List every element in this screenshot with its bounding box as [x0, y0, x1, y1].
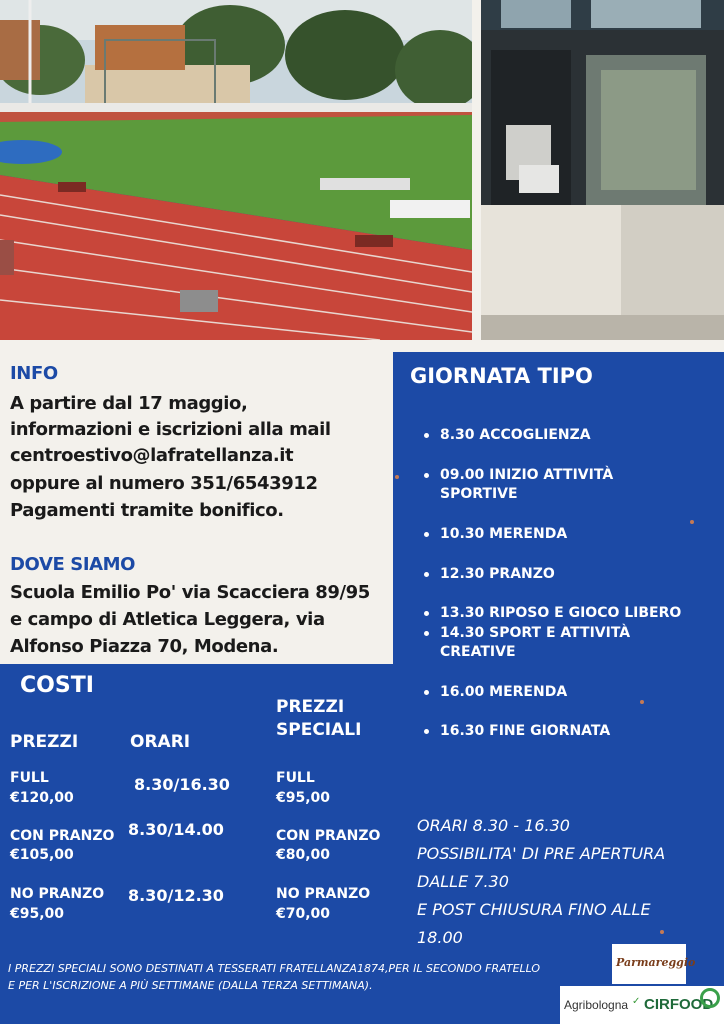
divider-band [0, 340, 724, 352]
parmareggio-logo [612, 944, 696, 984]
schedule-item: 16.00 MERENDA [422, 683, 567, 702]
orari-note-line: POSSIBILITA' DI PRE APERTURA [417, 844, 666, 863]
info-line: A partire dal 17 maggio, [10, 393, 248, 414]
costi-title: COSTI [20, 673, 94, 698]
dove-heading: DOVE SIAMO [10, 554, 136, 575]
price-value: €120,00 [10, 790, 74, 806]
orari-note-line: E POST CHIUSURA FINO ALLE [417, 900, 651, 919]
price-name: NO PRANZO [10, 886, 105, 902]
dove-line: e campo di Atletica Leggera, via [10, 609, 325, 630]
dove-line: Scuola Emilio Po' via Scacciera 89/95 [10, 582, 370, 603]
price-time: 8.30/16.30 [134, 775, 230, 794]
schedule-item: 14.30 SPORT E ATTIVITÀ CREATIVE [422, 624, 660, 662]
price-time: 8.30/12.30 [128, 886, 224, 905]
info-heading: INFO [10, 363, 58, 384]
speck [690, 520, 694, 524]
col-speciali: PREZZI SPECIALI [276, 697, 362, 740]
cirfood-circle-icon [700, 988, 720, 1008]
orari-note-line: 18.00 [417, 928, 463, 947]
orari-note [417, 812, 717, 952]
schedule-item: 09.00 INIZIO ATTIVITÀ SPORTIVE [422, 466, 650, 504]
speck [640, 700, 644, 704]
schedule-item: 16.30 FINE GIORNATA [422, 722, 610, 741]
footnote: I PREZZI SPECIALI SONO DESTINATI A TESSERATI FRATELLANZA1874,PER IL SECONDO FRATELLO E PER L'ISCRIZIONE A PIÙ SETTIMANE (DALLA TERZA SETTIMANA). [8, 962, 541, 992]
info-line: informazioni e iscrizioni alla mail [10, 419, 331, 440]
sponsor-strip [560, 986, 724, 1024]
price-value: €105,00 [10, 847, 74, 863]
price-value: €95,00 [10, 906, 65, 922]
schedule-item: 8.30 ACCOGLIENZA [422, 426, 591, 445]
special-name: CON PRANZO [276, 828, 381, 844]
orari-note-line: DALLE 7.30 [417, 872, 509, 891]
parmareggio-text: Parmareggio [616, 956, 696, 969]
price-name: FULL [10, 770, 49, 786]
special-name: NO PRANZO [276, 886, 371, 902]
price-time: 8.30/14.00 [128, 820, 224, 839]
info-phone[interactable]: oppure al numero 351/6543912 [10, 473, 318, 494]
photo-gap [472, 0, 481, 340]
giornata-title: GIORNATA TIPO [410, 364, 593, 388]
athletics-track-photo [0, 0, 472, 340]
cirfood-logo: CIRFOOD [644, 996, 714, 1013]
leaf-icon: ✓ [632, 996, 641, 1007]
col-prezzi: PREZZI [10, 732, 79, 752]
schedule-item: 12.30 PRANZO [422, 565, 555, 584]
orari-note-line: ORARI 8.30 - 16.30 [417, 816, 570, 835]
col-orari: ORARI [130, 732, 191, 752]
special-name: FULL [276, 770, 315, 786]
schedule-item: 10.30 MERENDA [422, 525, 567, 544]
school-entrance-photo [481, 0, 724, 340]
schedule-item: 13.30 RIPOSO E GIOCO LIBERO [422, 604, 681, 623]
special-price: €80,00 [276, 847, 331, 863]
dove-line: Alfonso Piazza 70, Modena. [10, 636, 279, 657]
agribologna-logo: Agribologna [564, 998, 629, 1012]
price-name: CON PRANZO [10, 828, 115, 844]
speck [395, 475, 399, 479]
info-line: Pagamenti tramite bonifico. [10, 500, 284, 521]
special-price: €70,00 [276, 906, 331, 922]
special-price: €95,00 [276, 790, 331, 806]
info-email[interactable]: centroestivo@lafratellanza.it [10, 445, 294, 466]
